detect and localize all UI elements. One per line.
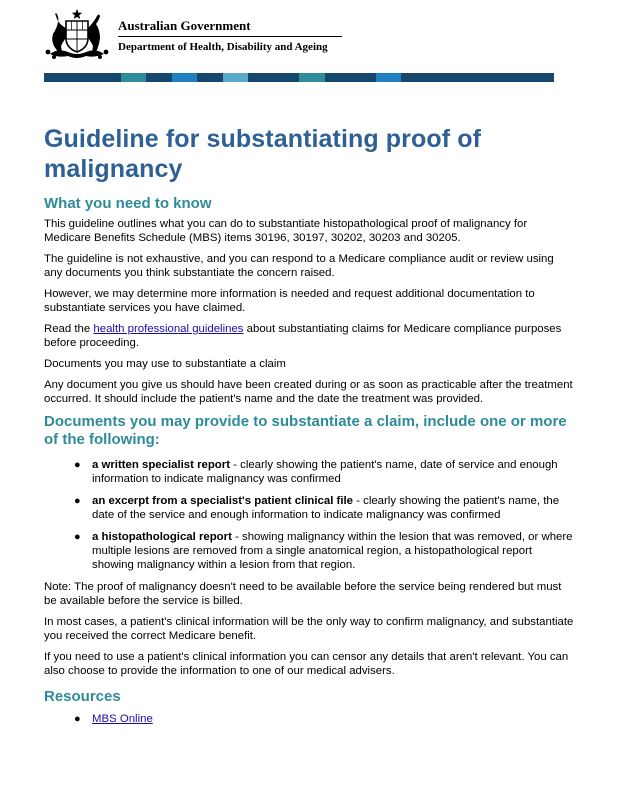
page-header xyxy=(44,8,554,70)
band-segment xyxy=(529,73,555,82)
heading-documents-you-may-provide: Documents you may provide to substantiate a claim, include one or more of the following: xyxy=(44,413,567,448)
list-item xyxy=(44,530,574,572)
item-bold-label: a histopathological report xyxy=(92,531,232,543)
list-item xyxy=(44,712,574,726)
item-description: - showing malignancy within the lesion that was removed, or where multiple lesions are removed from a single anatomical region, a histopathological report showing malignancy within a lesion from that region. xyxy=(92,531,573,571)
band-segment xyxy=(325,73,351,82)
paragraph-clinical-information: In most cases, a patient's clinical information will be the only way to confirm malignancy, and substantiate you received the correct Medicare benefit. xyxy=(44,616,574,642)
government-name: Australian Government xyxy=(118,18,251,33)
bullet-icon: ● xyxy=(74,459,81,471)
band-segment xyxy=(452,73,478,82)
paragraph-not-exhaustive: The guideline is not exhaustive, and you can respond to a Medicare compliance audit or review using any documents you think substantiate the concern raised. xyxy=(44,253,554,279)
item-bold-label: a written specialist report xyxy=(92,459,230,471)
band-segment xyxy=(350,73,376,82)
document-body xyxy=(44,124,574,732)
paragraph-documents-you-may-use: Documents you may use to substantiate a claim xyxy=(44,358,286,370)
list-item xyxy=(44,458,574,486)
mbs-online-link[interactable]: MBS Online xyxy=(92,713,153,725)
band-segment xyxy=(376,73,402,82)
documents-list xyxy=(44,458,574,572)
bullet-icon: ● xyxy=(74,495,81,507)
band-segment xyxy=(274,73,300,82)
bullet-icon: ● xyxy=(74,713,81,725)
bullet-icon: ● xyxy=(74,531,81,543)
paragraph-read-guidelines xyxy=(44,322,574,350)
paragraph-any-document: Any document you give us should have been created during or as soon as practicable after the treatment occurred. It should include the patient's name and the date the treatment was provided. xyxy=(44,379,573,405)
coat-of-arms-logo xyxy=(44,8,110,62)
band-segment xyxy=(121,73,147,82)
read-prefix: Read the xyxy=(44,323,94,335)
wordmark-rule xyxy=(118,36,342,37)
band-segment xyxy=(146,73,172,82)
colour-band xyxy=(44,73,554,82)
list-item xyxy=(44,494,574,522)
item-description: - clearly showing the patient's name, the date of the service and enough information to indicate malignancy was confirmed xyxy=(92,495,560,521)
band-segment xyxy=(427,73,453,82)
item-bold-label: an excerpt from a specialist's patient clinical file xyxy=(92,495,353,507)
heading-what-you-need-to-know: What you need to know xyxy=(44,195,212,212)
heading-resources: Resources xyxy=(44,688,121,705)
band-segment xyxy=(503,73,529,82)
resources-list xyxy=(44,712,574,726)
paragraph-more-information: However, we may determine more information is needed and request additional documentation to substantiate services you have claimed. xyxy=(44,288,535,314)
paragraph-intro: This guideline outlines what you can do to substantiate histopathological proof of malignancy for Medicare Benefits Schedule (MBS) items 30196, 30197, 30202, 30203 and 30205. xyxy=(44,218,528,244)
government-wordmark xyxy=(118,18,344,54)
band-segment xyxy=(248,73,274,82)
page-title: Guideline for substantiating proof of malignancy xyxy=(44,125,482,183)
band-segment xyxy=(478,73,504,82)
health-professional-guidelines-link[interactable]: health professional guidelines xyxy=(93,323,244,335)
band-segment xyxy=(197,73,223,82)
band-segment xyxy=(172,73,198,82)
band-segment xyxy=(223,73,249,82)
item-description: - clearly showing the patient's name, date of service and enough information to indicate malignancy was confirmed xyxy=(92,459,558,485)
paragraph-note: Note: The proof of malignancy doesn't need to be available before the service being rendered but must be available before the service is billed. xyxy=(44,581,562,607)
band-segment xyxy=(44,73,70,82)
band-segment xyxy=(70,73,96,82)
read-suffix: about substantiating claims for Medicare compliance purposes before proceeding. xyxy=(44,323,562,349)
paragraph-censor-details: If you need to use a patient's clinical information you can censor any details that aren't relevant. You can also choose to provide the information to one of our medical advisers. xyxy=(44,651,569,677)
band-segment xyxy=(95,73,121,82)
department-name: Department of Health, Disability and Ageing xyxy=(118,41,328,53)
band-segment xyxy=(401,73,427,82)
band-segment xyxy=(299,73,325,82)
